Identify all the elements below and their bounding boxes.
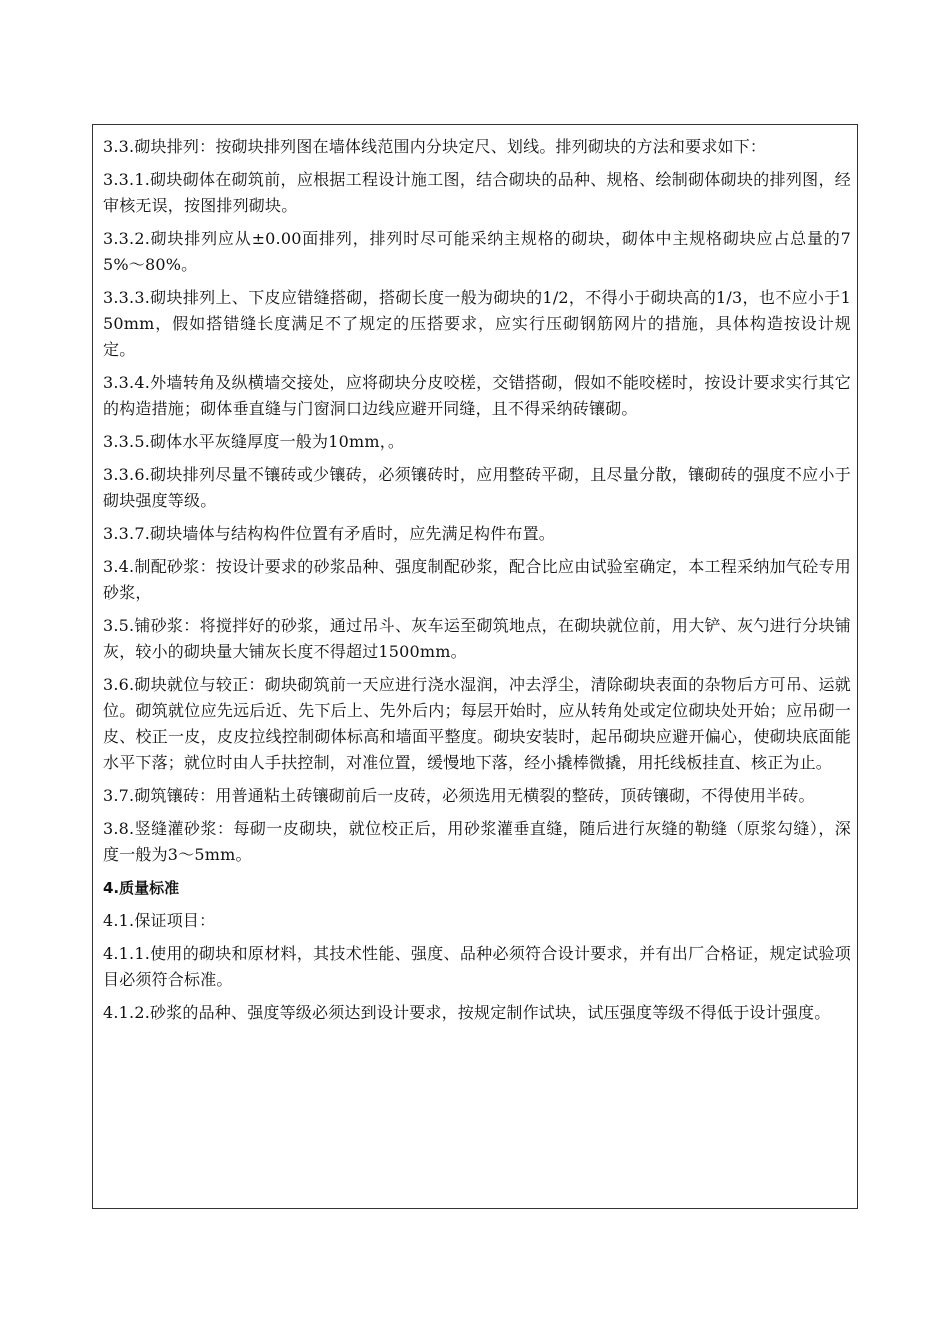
paragraph-3-6: 3.6.砌块就位与较正：砌块砌筑前一天应进行浇水湿润，冲去浮尘，清除砌块表面的杂物后方可吊、运就位。砌筑就位应先远后近、先下后上、先外后内；每层开始时，应从转角处或定位砌块处开始；应吊砌一皮、校正一皮，皮皮拉线控制砌体标高和墙面平整度。砌块安装时，起吊砌块应避开偏心，使砌块底面能水平下落；就位时由人手扶控制，对准位置，缓慢地下落，经小撬棒微撬，用托线板挂直、核正为止。: [103, 675, 851, 772]
paragraph-3-3-4: 3.3.4.外墙转角及纵横墙交接处，应将砌块分皮咬槎，交错搭砌，假如不能咬槎时，按设计要求实行其它的构造措施；砌体垂直缝与门窗洞口边线应避开同缝，且不得采纳砖镶砌。: [103, 373, 851, 418]
paragraph-3-7: 3.7.砌筑镶砖：用普通粘土砖镶砌前后一皮砖，必须选用无横裂的整砖，顶砖镶砌，不得使用半砖。: [103, 786, 815, 805]
paragraph-3-3-7: 3.3.7.砌块墙体与结构构件位置有矛盾时，应先满足构件布置。: [103, 524, 555, 543]
paragraph-3-4: 3.4.制配砂浆：按设计要求的砂浆品种、强度制配砂浆，配合比应由试验室确定，本工程采纳加气砼专用砂浆，: [103, 557, 851, 602]
paragraph-3-3-5: 3.3.5.砌体水平灰缝厚度一般为10mm，。: [103, 432, 405, 451]
paragraph-3-3-2: 3.3.2.砌块排列应从±0.00面排列，排列时尽可能采纳主规格的砌块，砌体中主规格砌块应占总量的75%～80%。: [103, 229, 851, 274]
paragraph-4-1-2: 4.1.2.砂浆的品种、强度等级必须达到设计要求，按规定制作试块，试压强度等级不得低于设计强度。: [103, 1003, 831, 1022]
paragraph-3-3-3: 3.3.3.砌块排列上、下皮应错缝搭砌，搭砌长度一般为砌块的1/2，不得小于砌块高的1/3，也不应小于150mm，假如搭错缝长度满足不了规定的压搭要求，应实行压砌钢筋网片的措施，具体构造按设计规定。: [103, 288, 851, 359]
paragraph-4-1-1: 4.1.1.使用的砌块和原材料，其技术性能、强度、品种必须符合设计要求，并有出厂合格证，规定试验项目必须符合标准。: [103, 944, 851, 989]
paragraph-3-8: 3.8.竖缝灌砂浆：每砌一皮砌块，就位校正后，用砂浆灌垂直缝，随后进行灰缝的勒缝（原浆勾缝），深度一般为3～5mm。: [103, 819, 851, 864]
paragraph-3-3-1: 3.3.1.砌块砌体在砌筑前，应根据工程设计施工图，结合砌块的品种、规格、绘制砌体砌块的排列图，经审核无误，按图排列砌块。: [103, 170, 851, 215]
paragraph-3-3: 3.3.砌块排列：按砌块排列图在墙体线范围内分块定尺、划线。排列砌块的方法和要求如下：: [103, 137, 767, 156]
paragraph-3-3-6: 3.3.6.砌块排列尽量不镶砖或少镶砖，必须镶砖时，应用整砖平砌，且尽量分散，镶砌砖的强度不应小于砌块强度等级。: [103, 465, 851, 510]
section-heading-quality-standards: 4.质量标准: [103, 879, 180, 897]
paragraph-4-1: 4.1.保证项目：: [103, 911, 216, 930]
paragraph-3-5: 3.5.铺砂浆：将搅拌好的砂浆，通过吊斗、灰车运至砌筑地点，在砌块就位前，用大铲、灰勺进行分块铺灰，较小的砌块量大铺灰长度不得超过1500mm。: [103, 616, 851, 661]
document-content: [103, 134, 851, 1033]
